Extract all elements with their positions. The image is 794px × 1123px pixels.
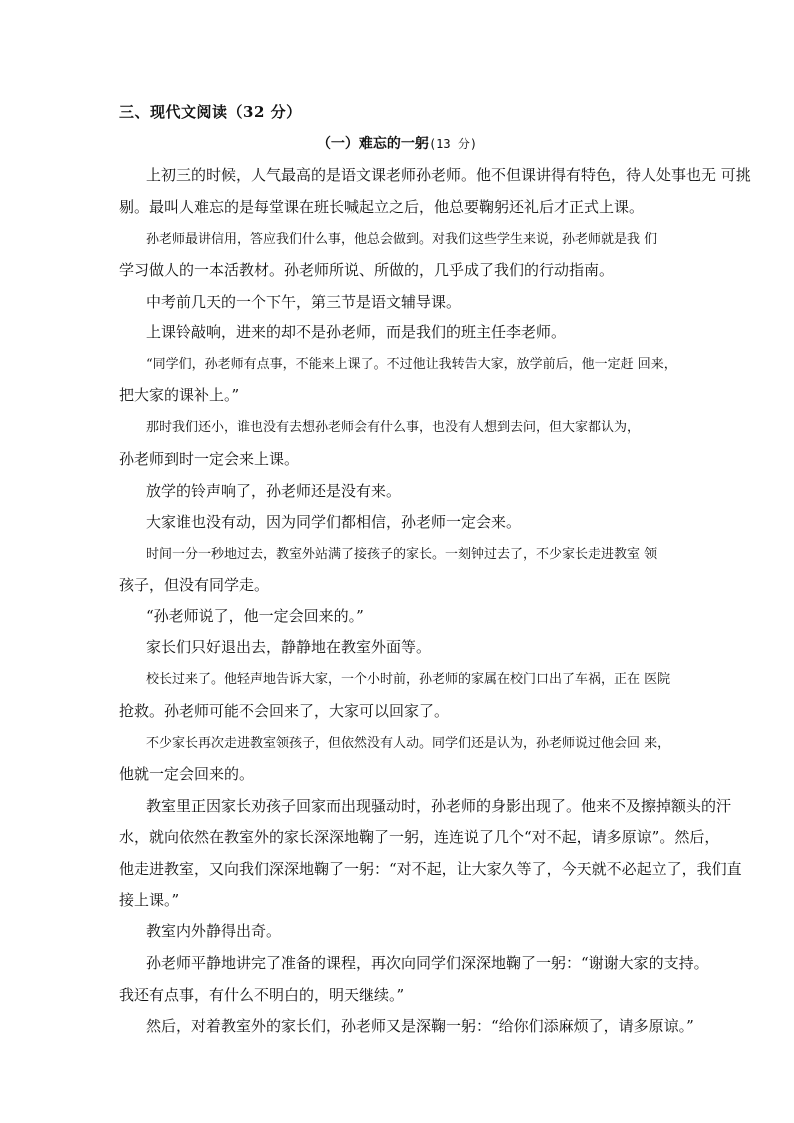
paragraph-line: “孙老师说了，他一定会回来的。” <box>146 607 364 625</box>
paragraph-line: 教室内外静得出奇。 <box>146 922 282 940</box>
paragraph-line: 不少家长再次走进教室领孩子，但依然没有人动。同学们还是认为，孙老师说过他会回 来， <box>146 736 671 751</box>
paragraph-line: 家长们只好退出去，静静地在教室外面等。 <box>146 638 432 656</box>
paragraph-line: 教室里正因家长劝孩子回家而出现骚动时，孙老师的身影出现了。他来不及擦掉额头的汗 <box>146 797 732 815</box>
paragraph-line: 大家谁也没有动，因为同学们都相信，孙老师一定会来。 <box>146 513 522 531</box>
paragraph-line: 水，就向依然在教室外的家长深深地鞠了一躬，连连说了几个“对不起，请多原谅”。然后， <box>119 828 720 846</box>
paragraph-line: 上初三的时候，人气最高的是语文课老师孙老师。他不但课讲得有特色，待人处事也无 可挑 <box>146 166 751 184</box>
paragraph-line: 接上课。” <box>119 891 180 909</box>
paragraph-line: 孙老师平静地讲完了准备的课程，再次向同学们深深地鞠了一躬：“谢谢大家的支持。 <box>146 954 709 972</box>
paragraph-line: 中考前几天的一个下午，第三节是语文辅导课。 <box>146 293 462 311</box>
passage-score: (13 分) <box>428 137 478 151</box>
paragraph-line: 他走进教室，又向我们深深地鞠了一躬：“对不起，让大家久等了，今天就不必起立了，我们直 <box>119 860 742 878</box>
paragraph-line: 他就一定会回来的。 <box>119 765 255 783</box>
paragraph-line: 孩子，但没有同学走。 <box>119 576 270 594</box>
paragraph-line: 把大家的课补上。” <box>119 386 240 404</box>
paragraph-line: 孙老师到时一定会来上课。 <box>119 450 300 468</box>
passage-title-text: （一）难忘的一躬 <box>316 136 429 152</box>
paragraph-line: 上课铃敲响，进来的却不是孙老师，而是我们的班主任李老师。 <box>146 323 567 341</box>
paragraph-line: 学习做人的一本活教材。孙老师所说、所做的，几乎成了我们的行动指南。 <box>119 261 615 279</box>
paragraph-line: 那时我们还小，谁也没有去想孙老师会有什么事，也没有人想到去问，但大家都认为， <box>146 420 641 435</box>
paragraph-line: 抢救。孙老师可能不会回来了，大家可以回家了。 <box>119 702 450 720</box>
paragraph-line: 我还有点事，有什么不明白的，明天继续。” <box>119 986 405 1004</box>
passage-title <box>0 133 794 153</box>
paragraph-line: 时间一分一秒地过去，教室外站满了接孩子的家长。一刻钟过去了，不少家长走进教室 领 <box>146 547 658 562</box>
paragraph-line: 孙老师最讲信用，答应我们什么事，他总会做到。对我们这些学生来说，孙老师就是我 们 <box>146 232 658 247</box>
section-title: 三、现代文阅读（32 分） <box>119 103 302 121</box>
paragraph-line: 放学的铃声响了，孙老师还是没有来。 <box>146 482 402 500</box>
paragraph-line: 剔。最叫人难忘的是每堂课在班长喊起立之后，他总要鞠躬还礼后才正式上课。 <box>119 198 645 216</box>
paragraph-line: 校长过来了。他轻声地告诉大家，一个小时前，孙老师的家属在校门口出了车祸，正在 医院 <box>146 672 671 687</box>
paragraph-line: “同学们，孙老师有点事，不能来上课了。不过他让我转告大家，放学前后，他一定赶 回来， <box>146 357 677 372</box>
paragraph-line: 然后，对着教室外的家长们，孙老师又是深鞠一躬：“给你们添麻烦了，请多原谅。” <box>146 1017 694 1035</box>
